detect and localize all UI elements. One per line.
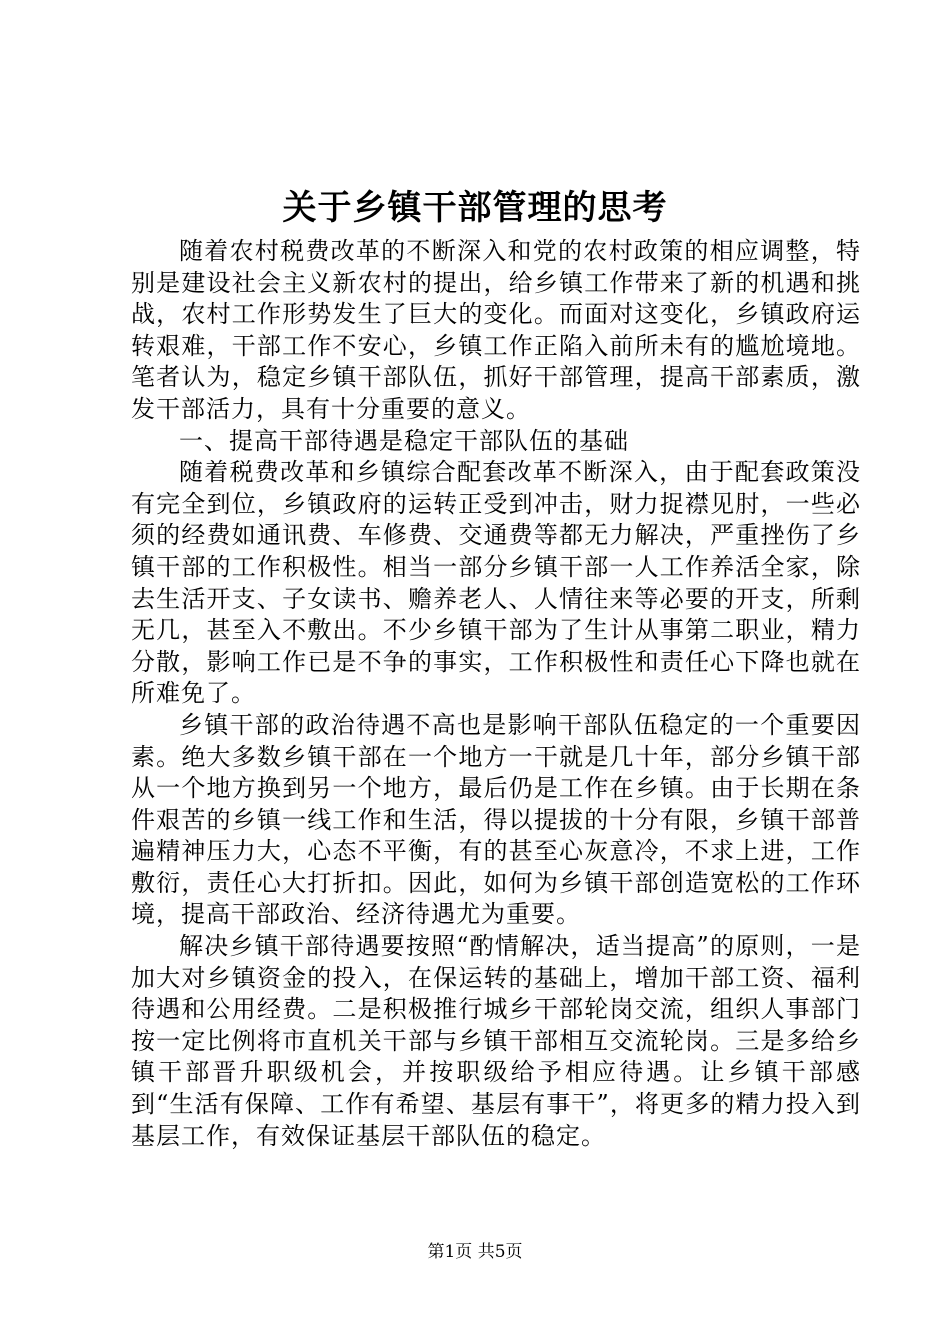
intro-paragraph: 随着农村税费改革的不断深入和党的农村政策的相应调整，特别是建设社会主义新农村的提出，给乡镇工作带来了新的机遇和挑战，农村工作形势发生了巨大的变化。而面对这变化，乡镇政府运转艰难，干部工作不安心，乡镇工作正陷入前所未有的尴尬境地。笔者认为，稳定乡镇干部队伍，抓好干部管理，提高干部素质，激发干部活力，具有十分重要的意义。 (131, 237, 861, 423)
document-body (131, 236, 861, 1152)
section-heading: 一、提高干部待遇是稳定干部队伍的基础 (179, 426, 629, 455)
document-title: 关于乡镇干部管理的思考 (282, 188, 668, 228)
body-paragraph: 解决乡镇干部待遇要按照“酌情解决，适当提高”的原则，一是加大对乡镇资金的投入，在保运转的基础上，增加干部工资、福利待遇和公用经费。二是积极推行城乡干部轮岗交流，组织人事部门按一定比例将市直机关干部与乡镇干部相互交流轮岗。三是多给乡镇干部晋升职级机会，并按职级给予相应待遇。让乡镇干部感到“生活有保障、工作有希望、基层有事干”，将更多的精力投入到基层工作，有效保证基层干部队伍的稳定。 (131, 932, 861, 1150)
page-number-footer: 第1页 共5页 (427, 1242, 523, 1262)
body-paragraph: 乡镇干部的政治待遇不高也是影响干部队伍稳定的一个重要因素。绝大多数乡镇干部在一个地方一干就是几十年，部分乡镇干部从一个地方换到另一个地方，最后仍是工作在乡镇。由于长期在条件艰苦的乡镇一线工作和生活，得以提拔的十分有限，乡镇干部普遍精神压力大，心态不平衡，有的甚至心灰意冷，不求上进，工作敷衍，责任心大打折扣。因此，如何为乡镇干部创造宽松的工作环境，提高干部政治、经济待遇尤为重要。 (131, 710, 861, 929)
body-paragraph: 随着税费改革和乡镇综合配套改革不断深入，由于配套政策没有完全到位，乡镇政府的运转正受到冲击，财力捉襟见肘，一些必须的经费如通讯费、车修费、交通费等都无力解决，严重挫伤了乡镇干部的工作积极性。相当一部分乡镇干部一人工作养活全家，除去生活开支、子女读书、赡养老人、人情往来等必要的开支，所剩无几，甚至入不敷出。不少乡镇干部为了生计从事第二职业，精力分散，影响工作已是不争的事实，工作积极性和责任心下降也就在所难免了。 (131, 458, 861, 708)
